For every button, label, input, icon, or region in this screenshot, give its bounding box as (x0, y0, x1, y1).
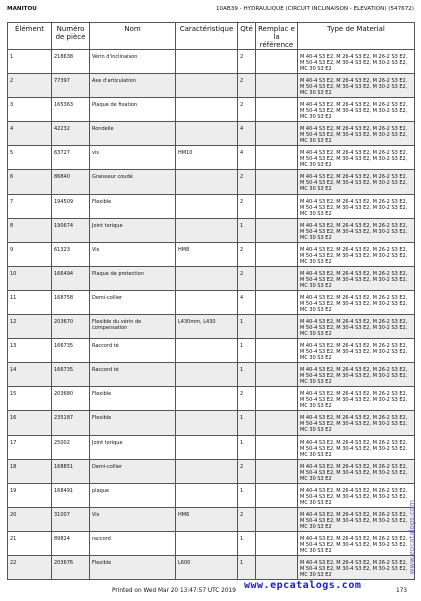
row-replaces (256, 387, 298, 411)
row-quantity: 2 (238, 507, 256, 531)
row-element: 4 (8, 122, 52, 146)
row-replaces (256, 242, 298, 266)
row-name: Raccord té (90, 339, 176, 363)
row-quantity: 1 (238, 435, 256, 459)
row-quantity: 2 (238, 242, 256, 266)
row-material-type: M 40-4 S3 E2, M 26-4 S3 E2, M 26-2 S3 E2, M 50-4 S3 E2, M 30-4 S3 E2, M 30-2 S3 E2, MC 30 S3 E2 (298, 170, 415, 194)
table-row (8, 146, 415, 170)
table-row (8, 194, 415, 218)
row-element: 18 (8, 459, 52, 483)
row-part-number: 168758 (52, 290, 90, 314)
row-replaces (256, 50, 298, 74)
row-replaces (256, 459, 298, 483)
row-material-type: M 40-4 S3 E2, M 26-4 S3 E2, M 26-2 S3 E2, M 50-4 S3 E2, M 30-4 S3 E2, M 30-2 S3 E2, MC 30 S3 E2 (298, 218, 415, 242)
row-characteristic (176, 339, 238, 363)
row-characteristic (176, 435, 238, 459)
row-quantity: 1 (238, 411, 256, 435)
row-characteristic (176, 122, 238, 146)
row-material-type: M 40-4 S3 E2, M 26-4 S3 E2, M 26-2 S3 E2, M 50-4 S3 E2, M 30-4 S3 E2, M 30-2 S3 E2, MC 30 S3 E2 (298, 98, 415, 122)
row-quantity: 2 (238, 266, 256, 290)
row-characteristic: HM8 (176, 242, 238, 266)
row-element: 10 (8, 266, 52, 290)
row-replaces (256, 146, 298, 170)
row-part-number: 166494 (52, 266, 90, 290)
row-element: 3 (8, 98, 52, 122)
row-element: 8 (8, 218, 52, 242)
row-name: Vis (90, 242, 176, 266)
row-element: 1 (8, 50, 52, 74)
row-name: vis (90, 146, 176, 170)
row-element: 15 (8, 387, 52, 411)
row-name: plaque (90, 483, 176, 507)
row-element: 13 (8, 339, 52, 363)
row-material-type: M 40-4 S3 E2, M 26-4 S3 E2, M 26-2 S3 E2, M 50-4 S3 E2, M 30-4 S3 E2, M 30-2 S3 E2, MC 30 S3 E2 (298, 242, 415, 266)
row-replaces (256, 531, 298, 555)
row-quantity: 2 (238, 459, 256, 483)
row-quantity: 1 (238, 339, 256, 363)
page-header (7, 6, 414, 16)
row-replaces (256, 411, 298, 435)
row-quantity: 1 (238, 315, 256, 339)
row-element: 6 (8, 170, 52, 194)
row-element: 22 (8, 555, 52, 579)
table-row (8, 363, 415, 387)
row-name: Vis (90, 507, 176, 531)
watermark-site: www.epcatalogs.com (244, 580, 362, 591)
row-part-number: 25002 (52, 435, 90, 459)
row-material-type: M 40-4 S3 E2, M 26-4 S3 E2, M 26-2 S3 E2, M 50-4 S3 E2, M 30-4 S3 E2, M 30-2 S3 E2, MC 30 S3 E2 (298, 50, 415, 74)
table-row (8, 290, 415, 314)
printed-date: Printed on Wed Mar 20 13:47:57 UTC 2019 (112, 588, 236, 594)
row-quantity: 2 (238, 50, 256, 74)
row-material-type: M 40-4 S3 E2, M 26-4 S3 E2, M 26-2 S3 E2, M 50-4 S3 E2, M 30-4 S3 E2, M 30-2 S3 E2, MC 30 S3 E2 (298, 459, 415, 483)
row-quantity: 1 (238, 531, 256, 555)
table-row (8, 459, 415, 483)
row-quantity: 2 (238, 194, 256, 218)
row-material-type: M 40-4 S3 E2, M 26-4 S3 E2, M 26-2 S3 E2, M 50-4 S3 E2, M 30-4 S3 E2, M 30-2 S3 E2, MC 30 S3 E2 (298, 194, 415, 218)
row-element: 21 (8, 531, 52, 555)
row-quantity: 1 (238, 555, 256, 579)
row-name: Flexible (90, 411, 176, 435)
table-row (8, 266, 415, 290)
row-replaces (256, 483, 298, 507)
row-replaces (256, 363, 298, 387)
row-name: Flexible (90, 387, 176, 411)
table-row (8, 170, 415, 194)
row-material-type: M 40-4 S3 E2, M 26-4 S3 E2, M 26-2 S3 E2, M 50-4 S3 E2, M 30-4 S3 E2, M 30-2 S3 E2, MC 30 S3 E2 (298, 122, 415, 146)
row-part-number: 235187 (52, 411, 90, 435)
row-material-type: M 40-4 S3 E2, M 26-4 S3 E2, M 26-2 S3 E2, M 50-4 S3 E2, M 30-4 S3 E2, M 30-2 S3 E2, MC 30 S3 E2 (298, 507, 415, 531)
row-part-number: 203676 (52, 555, 90, 579)
row-part-number: 166735 (52, 339, 90, 363)
row-element: 12 (8, 315, 52, 339)
table-row (8, 122, 415, 146)
row-quantity: 1 (238, 363, 256, 387)
row-characteristic (176, 218, 238, 242)
row-material-type: M 40-4 S3 E2, M 26-4 S3 E2, M 26-2 S3 E2, M 50-4 S3 E2, M 30-4 S3 E2, M 30-2 S3 E2, MC 30 S3 E2 (298, 435, 415, 459)
row-name: Graisseur coudé (90, 170, 176, 194)
row-quantity: 1 (238, 218, 256, 242)
row-quantity: 4 (238, 290, 256, 314)
row-material-type: M 40-4 S3 E2, M 26-4 S3 E2, M 26-2 S3 E2, M 50-4 S3 E2, M 30-4 S3 E2, M 30-2 S3 E2, MC 30 S3 E2 (298, 290, 415, 314)
row-material-type: M 40-4 S3 E2, M 26-4 S3 E2, M 26-2 S3 E2, M 50-4 S3 E2, M 30-4 S3 E2, M 30-2 S3 E2, MC 30 S3 E2 (298, 411, 415, 435)
row-part-number: 86840 (52, 170, 90, 194)
row-quantity: 1 (238, 483, 256, 507)
row-element: 19 (8, 483, 52, 507)
row-material-type: M 40-4 S3 E2, M 26-4 S3 E2, M 26-2 S3 E2, M 50-4 S3 E2, M 30-4 S3 E2, M 30-2 S3 E2, MC 30 S3 E2 (298, 363, 415, 387)
row-characteristic: HM10 (176, 146, 238, 170)
row-characteristic (176, 194, 238, 218)
row-material-type: M 40-4 S3 E2, M 26-4 S3 E2, M 26-2 S3 E2, M 50-4 S3 E2, M 30-4 S3 E2, M 30-2 S3 E2, MC 30 S3 E2 (298, 146, 415, 170)
row-material-type: M 40-4 S3 E2, M 26-4 S3 E2, M 26-2 S3 E2, M 50-4 S3 E2, M 30-4 S3 E2, M 30-2 S3 E2, MC 30 S3 E2 (298, 531, 415, 555)
row-part-number: 194509 (52, 194, 90, 218)
table-row (8, 242, 415, 266)
table-row (8, 98, 415, 122)
row-part-number: 77397 (52, 74, 90, 98)
row-replaces (256, 507, 298, 531)
row-part-number: 31007 (52, 507, 90, 531)
row-part-number: 218638 (52, 50, 90, 74)
row-replaces (256, 74, 298, 98)
row-material-type: M 40-4 S3 E2, M 26-4 S3 E2, M 26-2 S3 E2, M 50-4 S3 E2, M 30-4 S3 E2, M 30-2 S3 E2, MC 30 S3 E2 (298, 483, 415, 507)
row-characteristic (176, 363, 238, 387)
row-replaces (256, 266, 298, 290)
table-row (8, 483, 415, 507)
row-element: 17 (8, 435, 52, 459)
row-replaces (256, 98, 298, 122)
table-row (8, 507, 415, 531)
brand-name: MANITOU (7, 6, 37, 12)
row-quantity: 4 (238, 146, 256, 170)
row-part-number: 203680 (52, 387, 90, 411)
page-number: 173 (396, 588, 408, 594)
table-row (8, 50, 415, 74)
row-element: 2 (8, 74, 52, 98)
row-element: 11 (8, 290, 52, 314)
row-characteristic (176, 170, 238, 194)
row-quantity: 2 (238, 98, 256, 122)
row-part-number: 168851 (52, 459, 90, 483)
row-element: 5 (8, 146, 52, 170)
row-replaces (256, 315, 298, 339)
row-quantity: 2 (238, 387, 256, 411)
row-material-type: M 40-4 S3 E2, M 26-4 S3 E2, M 26-2 S3 E2, M 50-4 S3 E2, M 30-4 S3 E2, M 30-2 S3 E2, MC 30 S3 E2 (298, 387, 415, 411)
row-material-type: M 40-4 S3 E2, M 26-4 S3 E2, M 26-2 S3 E2, M 50-4 S3 E2, M 30-4 S3 E2, M 30-2 S3 E2, MC 30 S3 E2 (298, 74, 415, 98)
row-name: Joint torique (90, 435, 176, 459)
row-characteristic: L600 (176, 555, 238, 579)
row-part-number: 190674 (52, 218, 90, 242)
row-quantity: 4 (238, 122, 256, 146)
table-header-row (8, 23, 415, 50)
row-name: raccord (90, 531, 176, 555)
table-row (8, 531, 415, 555)
row-element: 14 (8, 363, 52, 387)
table-row (8, 435, 415, 459)
col-characteristic: Caractéristique (176, 23, 238, 50)
row-characteristic (176, 98, 238, 122)
row-characteristic (176, 266, 238, 290)
row-replaces (256, 170, 298, 194)
col-element: Élément (8, 23, 52, 50)
row-characteristic (176, 50, 238, 74)
row-characteristic (176, 74, 238, 98)
row-name: Flexible (90, 555, 176, 579)
col-name: Nom (90, 23, 176, 50)
row-name: Demi-collier (90, 459, 176, 483)
col-material-type: Type de Material (298, 23, 415, 50)
row-element: 9 (8, 242, 52, 266)
row-part-number: 203670 (52, 315, 90, 339)
row-name: Axe d'articulation (90, 74, 176, 98)
row-replaces (256, 122, 298, 146)
row-quantity: 2 (238, 74, 256, 98)
row-characteristic (176, 531, 238, 555)
table-row (8, 387, 415, 411)
parts-table (7, 22, 415, 580)
row-part-number: 166735 (52, 363, 90, 387)
row-part-number: 63727 (52, 146, 90, 170)
row-part-number: 168491 (52, 483, 90, 507)
table-row (8, 74, 415, 98)
row-characteristic (176, 411, 238, 435)
row-name: Flexible du vérin de compensation (90, 315, 176, 339)
row-part-number: 61323 (52, 242, 90, 266)
table-row (8, 218, 415, 242)
table-row (8, 555, 415, 579)
row-name: Plaque de protection (90, 266, 176, 290)
row-name: Raccord té (90, 363, 176, 387)
row-replaces (256, 435, 298, 459)
col-part-number: Numéro de pièce (52, 23, 90, 50)
row-element: 16 (8, 411, 52, 435)
table-row (8, 339, 415, 363)
row-material-type: M 40-4 S3 E2, M 26-4 S3 E2, M 26-2 S3 E2, M 50-4 S3 E2, M 30-4 S3 E2, M 30-2 S3 E2, MC 30 S3 E2 (298, 555, 415, 579)
row-name: Flexible (90, 194, 176, 218)
watermark-side: www.epcatalogs.com (408, 500, 416, 575)
row-name: Plaque de fixation (90, 98, 176, 122)
row-characteristic: L430mm, L430 (176, 315, 238, 339)
row-part-number: 165363 (52, 98, 90, 122)
row-element: 7 (8, 194, 52, 218)
row-characteristic (176, 483, 238, 507)
row-element: 20 (8, 507, 52, 531)
col-quantity: Qté (238, 23, 256, 50)
row-characteristic (176, 387, 238, 411)
row-material-type: M 40-4 S3 E2, M 26-4 S3 E2, M 26-2 S3 E2, M 50-4 S3 E2, M 30-4 S3 E2, M 30-2 S3 E2, MC 30 S3 E2 (298, 315, 415, 339)
row-name: Vérin d'inclinaison (90, 50, 176, 74)
row-name: Joint torique (90, 218, 176, 242)
col-replaces: Remplac e la référence (256, 23, 298, 50)
table-body (8, 50, 415, 580)
row-replaces (256, 218, 298, 242)
row-characteristic: HM6 (176, 507, 238, 531)
row-characteristic (176, 290, 238, 314)
row-part-number: 89824 (52, 531, 90, 555)
table-row (8, 411, 415, 435)
row-replaces (256, 339, 298, 363)
row-replaces (256, 290, 298, 314)
row-characteristic (176, 459, 238, 483)
row-replaces (256, 555, 298, 579)
row-name: Rondelle (90, 122, 176, 146)
section-title: 10AB39 - HYDRAULIQUE (CIRCUIT INCLINAISON - ELEVATION) (547672) (215, 6, 414, 12)
row-material-type: M 40-4 S3 E2, M 26-4 S3 E2, M 26-2 S3 E2, M 50-4 S3 E2, M 30-4 S3 E2, M 30-2 S3 E2, MC 30 S3 E2 (298, 339, 415, 363)
row-material-type: M 40-4 S3 E2, M 26-4 S3 E2, M 26-2 S3 E2, M 50-4 S3 E2, M 30-4 S3 E2, M 30-2 S3 E2, MC 30 S3 E2 (298, 266, 415, 290)
row-quantity: 2 (238, 170, 256, 194)
table-row (8, 315, 415, 339)
row-replaces (256, 194, 298, 218)
row-part-number: 42232 (52, 122, 90, 146)
row-name: Demi-collier (90, 290, 176, 314)
